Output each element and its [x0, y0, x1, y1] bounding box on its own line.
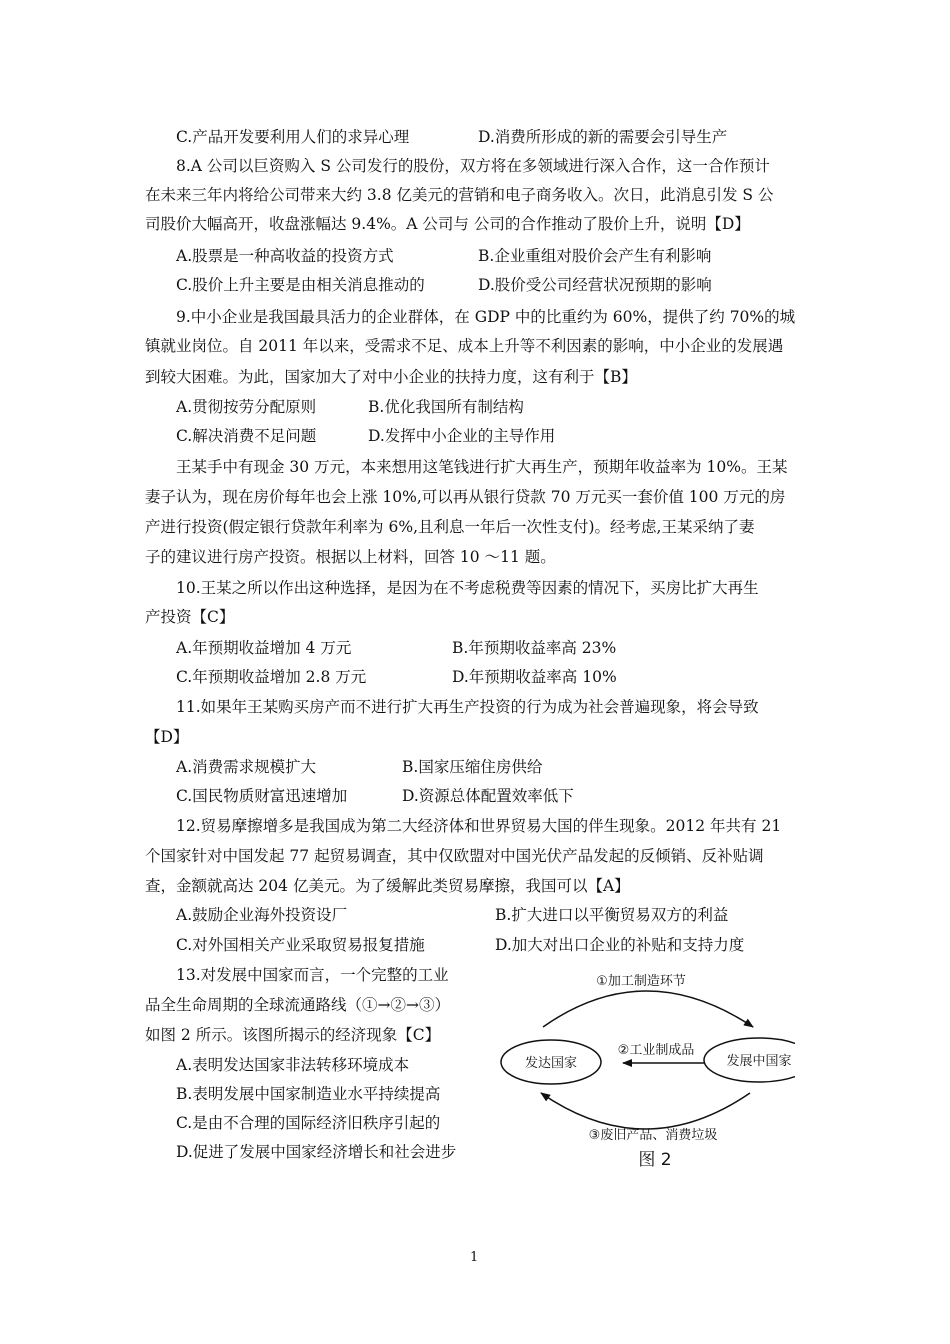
developed-country-label: 发达国家 — [524, 1056, 578, 1071]
arrow-3-label: ③废旧产品、消费垃圾 — [588, 1128, 718, 1143]
q12-option-b: B.扩大进口以平衡贸易双方的利益 — [495, 906, 729, 924]
material-line-4: 子的建议进行房产投资。根据以上材料，回答 10 ～11 题。 — [145, 548, 556, 566]
page-number: 1 — [470, 1250, 479, 1265]
q13-line-3: 如图 2 所示。该图所揭示的经济现象【C】 — [145, 1026, 441, 1044]
q12-option-c: C.对外国相关产业采取贸易报复措施 — [176, 936, 425, 954]
q7-option-d: D.消费所形成的新的需要会引导生产 — [478, 128, 728, 146]
q13-option-c: C.是由不合理的国际经济旧秩序引起的 — [176, 1114, 441, 1132]
q13-option-d: D.促进了发展中国家经济增长和社会进步 — [176, 1143, 457, 1161]
q10-line-2: 产投资【C】 — [145, 608, 235, 626]
material-line-1: 王某手中有现金 30 万元，本来想用这笔钱进行扩大再生产，预期年收益率为 10%。王某 — [176, 458, 788, 476]
q7-option-c: C.产品开发要利用人们的求异心理 — [176, 128, 410, 146]
arrow-1-label: ①加工制造环节 — [596, 974, 686, 989]
q11-option-c: C.国民物质财富迅速增加 — [176, 787, 348, 805]
q13-line-1: 13.对发展中国家而言，一个完整的工业 — [176, 966, 449, 984]
q9-line-2: 镇就业岗位。自 2011 年以来，受需求不足、成本上升等不利因素的影响，中小企业的发展遇 — [145, 337, 784, 355]
q12-line-2: 个国家针对中国发起 77 起贸易调查，其中仅欧盟对中国光伏产品发起的反倾销、反补贴调 — [145, 847, 764, 865]
q11-line-1: 11.如果年王某购买房产而不进行扩大再生产投资的行为成为社会普遍现象，将会导致 — [176, 698, 759, 716]
q12-option-d: D.加大对出口企业的补贴和支持力度 — [495, 936, 745, 954]
arrow-1-curve — [543, 991, 753, 1027]
q11-option-b: B.国家压缩住房供给 — [402, 758, 543, 776]
q12-option-a: A.鼓励企业海外投资设厂 — [176, 906, 348, 924]
material-line-3: 产进行投资(假定银行贷款年利率为 6%,且利息一年后一次性支付)。经考虑,王某采纳了妻 — [145, 518, 755, 536]
q10-option-c: C.年预期收益增加 2.8 万元 — [176, 668, 367, 686]
q9-option-d: D.发挥中小企业的主导作用 — [368, 427, 556, 445]
q8-line-2: 在未来三年内将给公司带来大约 3.8 亿美元的营销和电子商务收入。次日，此消息引发 S 公 — [145, 186, 774, 204]
q9-line-1: 9.中小企业是我国最具活力的企业群体，在 GDP 中的比重约为 60%，提供了约 70%的城 — [176, 308, 796, 326]
trade-flow-diagram — [495, 965, 795, 1180]
q11-option-d: D.资源总体配置效率低下 — [402, 787, 574, 805]
q11-option-a: A.消费需求规模扩大 — [176, 758, 317, 776]
q10-option-a: A.年预期收益增加 4 万元 — [176, 639, 352, 657]
q13-line-2: 品全生命周期的全球流通路线（①→②→③） — [145, 996, 450, 1014]
q11-line-2: 【D】 — [145, 728, 189, 746]
arrow-2-label: ②工业制成品 — [617, 1043, 695, 1058]
q13-option-a: A.表明发达国家非法转移环境成本 — [176, 1056, 410, 1074]
q8-option-c: C.股价上升主要是由相关消息推动的 — [176, 276, 425, 294]
q10-line-1: 10.王某之所以作出这种选择，是因为在不考虑税费等因素的情况下，买房比扩大再生 — [176, 579, 759, 597]
developing-country-label: 发展中国家 — [726, 1054, 792, 1069]
q8-option-a: A.股票是一种高收益的投资方式 — [176, 247, 394, 265]
q8-line-1: 8.A 公司以巨资购入 S 公司发行的股份，双方将在多领域进行深入合作，这一合作预计 — [176, 157, 770, 175]
q9-option-a: A.贯彻按劳分配原则 — [176, 398, 317, 416]
figure-caption: 图 2 — [638, 1150, 672, 1170]
q9-option-b: B.优化我国所有制结构 — [368, 398, 524, 416]
q13-option-b: B.表明发展中国家制造业水平持续提高 — [176, 1085, 441, 1103]
q9-line-3: 到较大困难。为此，国家加大了对中小企业的扶持力度，这有利于【B】 — [145, 368, 637, 386]
q8-option-d: D.股价受公司经营状况预期的影响 — [478, 276, 712, 294]
material-line-2: 妻子认为，现在房价每年也会上涨 10%,可以再从银行贷款 70 万元买一套价值 100 万元的房 — [145, 488, 786, 506]
q12-line-1: 12.贸易摩擦增多是我国成为第二大经济体和世界贸易大国的伴生现象。2012 年共有 21 — [176, 817, 782, 835]
q8-line-3: 司股价大幅高开，收盘涨幅达 9.4%。A 公司与 公司的合作推动了股价上升，说明【D】 — [145, 215, 750, 233]
q10-option-d: D.年预期收益率高 10% — [452, 668, 617, 686]
q8-option-b: B.企业重组对股价会产生有利影响 — [478, 247, 712, 265]
q12-line-3: 查，金额就高达 204 亿美元。为了缓解此类贸易摩擦，我国可以【A】 — [145, 877, 630, 895]
q9-option-c: C.解决消费不足问题 — [176, 427, 317, 445]
arrow-3-curve — [541, 1093, 750, 1129]
q10-option-b: B.年预期收益率高 23% — [452, 639, 617, 657]
